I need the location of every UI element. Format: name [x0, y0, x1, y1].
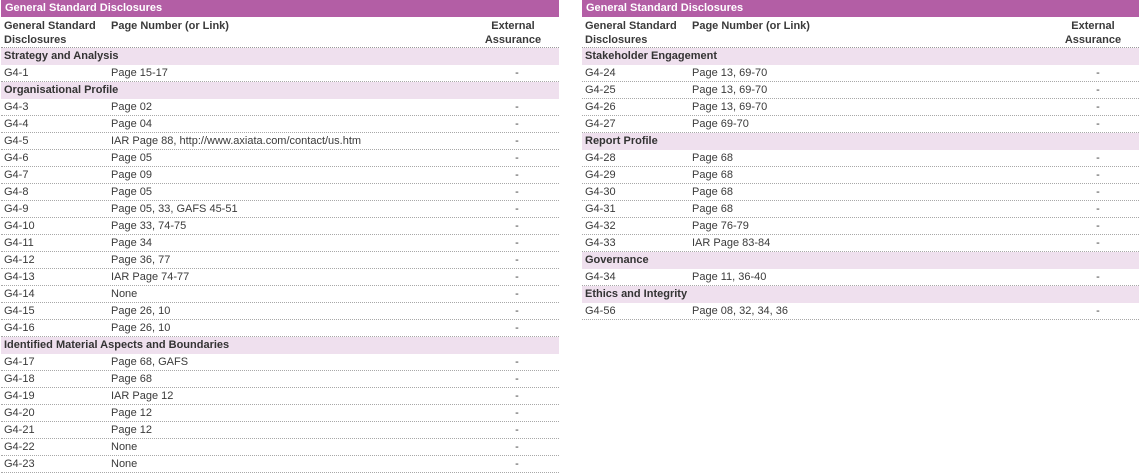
external-assurance-value: - — [1096, 271, 1100, 283]
external-assurance-value: - — [515, 441, 519, 453]
page-reference: Page 12 — [111, 407, 152, 419]
external-assurance-value: - — [515, 152, 519, 164]
disclosure-code: G4-13 — [4, 271, 35, 283]
table-row — [582, 201, 1139, 218]
page-reference: Page 68 — [111, 373, 152, 385]
external-assurance-value: - — [1096, 169, 1100, 181]
table-row — [582, 82, 1139, 99]
section-heading: Organisational Profile — [1, 82, 559, 99]
disclosure-code: G4-8 — [4, 186, 29, 198]
disclosure-code: G4-18 — [4, 373, 35, 385]
disclosure-code: G4-34 — [585, 271, 616, 283]
page-reference: IAR Page 88, http://www.axiata.com/contact/us.htm — [111, 135, 362, 147]
page-reference: Page 13, 69-70 — [692, 84, 768, 96]
external-assurance-value: - — [515, 101, 519, 113]
table-row — [582, 218, 1139, 235]
page-reference: None — [111, 288, 138, 300]
disclosure-code: G4-23 — [4, 458, 35, 470]
page-reference: IAR Page 74-77 — [111, 271, 190, 283]
disclosure-code: G4-20 — [4, 407, 35, 419]
external-assurance-value: - — [515, 322, 519, 334]
disclosure-code: G4-10 — [4, 220, 35, 232]
external-assurance-value: - — [515, 220, 519, 232]
page-reference: Page 05 — [111, 152, 152, 164]
disclosure-code: G4-21 — [4, 424, 35, 436]
page-reference: None — [111, 458, 138, 470]
table-row — [1, 354, 559, 371]
page-reference: Page 13, 69-70 — [692, 67, 768, 79]
table-row — [1, 371, 559, 388]
external-assurance-value: - — [1096, 152, 1100, 164]
table-row — [1, 201, 559, 218]
table-row — [1, 116, 559, 133]
disclosure-code: G4-56 — [585, 305, 616, 317]
external-assurance-value: - — [1096, 101, 1100, 113]
external-assurance-value: - — [515, 254, 519, 266]
table-row — [1, 133, 559, 150]
section-heading: Governance — [582, 252, 1139, 269]
external-assurance-value: - — [515, 407, 519, 419]
table-row — [1, 388, 559, 405]
disclosure-code: G4-5 — [4, 135, 29, 147]
table-row — [1, 405, 559, 422]
page-reference: Page 33, 74-75 — [111, 220, 187, 232]
external-assurance-value: - — [515, 118, 519, 130]
page-reference: Page 76-79 — [692, 220, 749, 232]
disclosure-code: G4-3 — [4, 101, 29, 113]
section-heading: Identified Material Aspects and Boundaries — [1, 337, 559, 354]
table-row — [1, 167, 559, 184]
page-reference: Page 09 — [111, 169, 152, 181]
table-row — [1, 320, 559, 337]
header-general-standard-disclosures: General Standard Disclosures — [585, 20, 677, 46]
external-assurance-value: - — [515, 186, 519, 198]
header-external-assurance: External Assurance — [1064, 20, 1122, 46]
page-reference: Page 05 — [111, 186, 152, 198]
external-assurance-value: - — [1096, 237, 1100, 249]
external-assurance-value: - — [515, 305, 519, 317]
page-reference: Page 68 — [692, 169, 733, 181]
table-row — [582, 99, 1139, 116]
disclosure-code: G4-33 — [585, 237, 616, 249]
table-row — [1, 439, 559, 456]
disclosure-code: G4-25 — [585, 84, 616, 96]
disclosure-code: G4-1 — [4, 67, 29, 79]
disclosure-code: G4-28 — [585, 152, 616, 164]
disclosure-code: G4-31 — [585, 203, 616, 215]
table-body — [1, 48, 559, 473]
external-assurance-value: - — [1096, 84, 1100, 96]
disclosure-code: G4-19 — [4, 390, 35, 402]
page-reference: IAR Page 12 — [111, 390, 174, 402]
page-reference: Page 68 — [692, 186, 733, 198]
page-reference: Page 69-70 — [692, 118, 749, 130]
disclosure-code: G4-9 — [4, 203, 29, 215]
disclosure-code: G4-4 — [4, 118, 29, 130]
disclosure-code: G4-12 — [4, 254, 35, 266]
disclosure-code: G4-24 — [585, 67, 616, 79]
page-reference: Page 68, GAFS — [111, 356, 189, 368]
header-page-number: Page Number (or Link) — [692, 20, 810, 32]
table-row — [1, 252, 559, 269]
page-reference: Page 68 — [692, 203, 733, 215]
section-heading: Strategy and Analysis — [1, 48, 559, 65]
page-reference: Page 13, 69-70 — [692, 101, 768, 113]
table-header-row — [582, 17, 1139, 48]
external-assurance-value: - — [515, 373, 519, 385]
table-row — [1, 99, 559, 116]
disclosure-code: G4-26 — [585, 101, 616, 113]
disclosure-code: G4-15 — [4, 305, 35, 317]
disclosure-code: G4-14 — [4, 288, 35, 300]
page-reference: Page 02 — [111, 101, 152, 113]
page-reference: Page 34 — [111, 237, 152, 249]
external-assurance-value: - — [1096, 118, 1100, 130]
section-heading: Stakeholder Engagement — [582, 48, 1139, 65]
page-reference: Page 05, 33, GAFS 45-51 — [111, 203, 238, 215]
external-assurance-value: - — [515, 271, 519, 283]
external-assurance-value: - — [515, 67, 519, 79]
page-reference: IAR Page 83-84 — [692, 237, 771, 249]
table-row — [1, 422, 559, 439]
table-row — [1, 184, 559, 201]
external-assurance-value: - — [515, 237, 519, 249]
table-row — [582, 269, 1139, 286]
table-row — [582, 116, 1139, 133]
table-row — [582, 167, 1139, 184]
external-assurance-value: - — [515, 169, 519, 181]
disclosure-code: G4-30 — [585, 186, 616, 198]
header-page-number: Page Number (or Link) — [111, 20, 229, 32]
table-row — [1, 303, 559, 320]
page-reference: Page 11, 36-40 — [692, 271, 767, 283]
header-external-assurance: External Assurance — [484, 20, 542, 46]
external-assurance-value: - — [515, 424, 519, 436]
table-row — [582, 65, 1139, 82]
table-row — [582, 235, 1139, 252]
external-assurance-value: - — [515, 288, 519, 300]
page-reference: Page 08, 32, 34, 36 — [692, 305, 789, 317]
disclosure-code: G4-22 — [4, 441, 35, 453]
external-assurance-value: - — [1096, 305, 1100, 317]
page-reference: Page 26, 10 — [111, 322, 171, 334]
table-title: General Standard Disclosures — [1, 0, 559, 17]
disclosure-code: G4-17 — [4, 356, 35, 368]
disclosure-code: G4-6 — [4, 152, 29, 164]
table-body — [582, 48, 1139, 320]
disclosure-code: G4-7 — [4, 169, 29, 181]
table-row — [1, 269, 559, 286]
external-assurance-value: - — [515, 458, 519, 470]
page-reference: None — [111, 441, 138, 453]
table-row — [1, 65, 559, 82]
section-heading: Report Profile — [582, 133, 1139, 150]
page-reference: Page 26, 10 — [111, 305, 171, 317]
external-assurance-value: - — [515, 390, 519, 402]
disclosure-code: G4-32 — [585, 220, 616, 232]
page-reference: Page 36, 77 — [111, 254, 171, 266]
disclosure-code: G4-29 — [585, 169, 616, 181]
external-assurance-value: - — [1096, 67, 1100, 79]
table-row — [1, 218, 559, 235]
external-assurance-value: - — [515, 356, 519, 368]
external-assurance-value: - — [1096, 203, 1100, 215]
table-row — [1, 235, 559, 252]
page-reference: Page 04 — [111, 118, 152, 130]
table-header-row — [1, 17, 559, 48]
page-reference: Page 15-17 — [111, 67, 168, 79]
right-disclosure-table — [582, 0, 1139, 320]
table-row — [582, 150, 1139, 167]
disclosure-code: G4-16 — [4, 322, 35, 334]
disclosure-code: G4-11 — [4, 237, 34, 249]
table-row — [582, 303, 1139, 320]
table-row — [1, 286, 559, 303]
section-heading: Ethics and Integrity — [582, 286, 1139, 303]
external-assurance-value: - — [1096, 186, 1100, 198]
external-assurance-value: - — [1096, 220, 1100, 232]
table-row — [1, 456, 559, 473]
table-row — [582, 184, 1139, 201]
table-title: General Standard Disclosures — [582, 0, 1139, 17]
page-reference: Page 68 — [692, 152, 733, 164]
external-assurance-value: - — [515, 203, 519, 215]
page-reference: Page 12 — [111, 424, 152, 436]
header-general-standard-disclosures: General Standard Disclosures — [4, 20, 96, 46]
left-disclosure-table — [1, 0, 559, 473]
table-row — [1, 150, 559, 167]
disclosure-code: G4-27 — [585, 118, 616, 130]
external-assurance-value: - — [515, 135, 519, 147]
